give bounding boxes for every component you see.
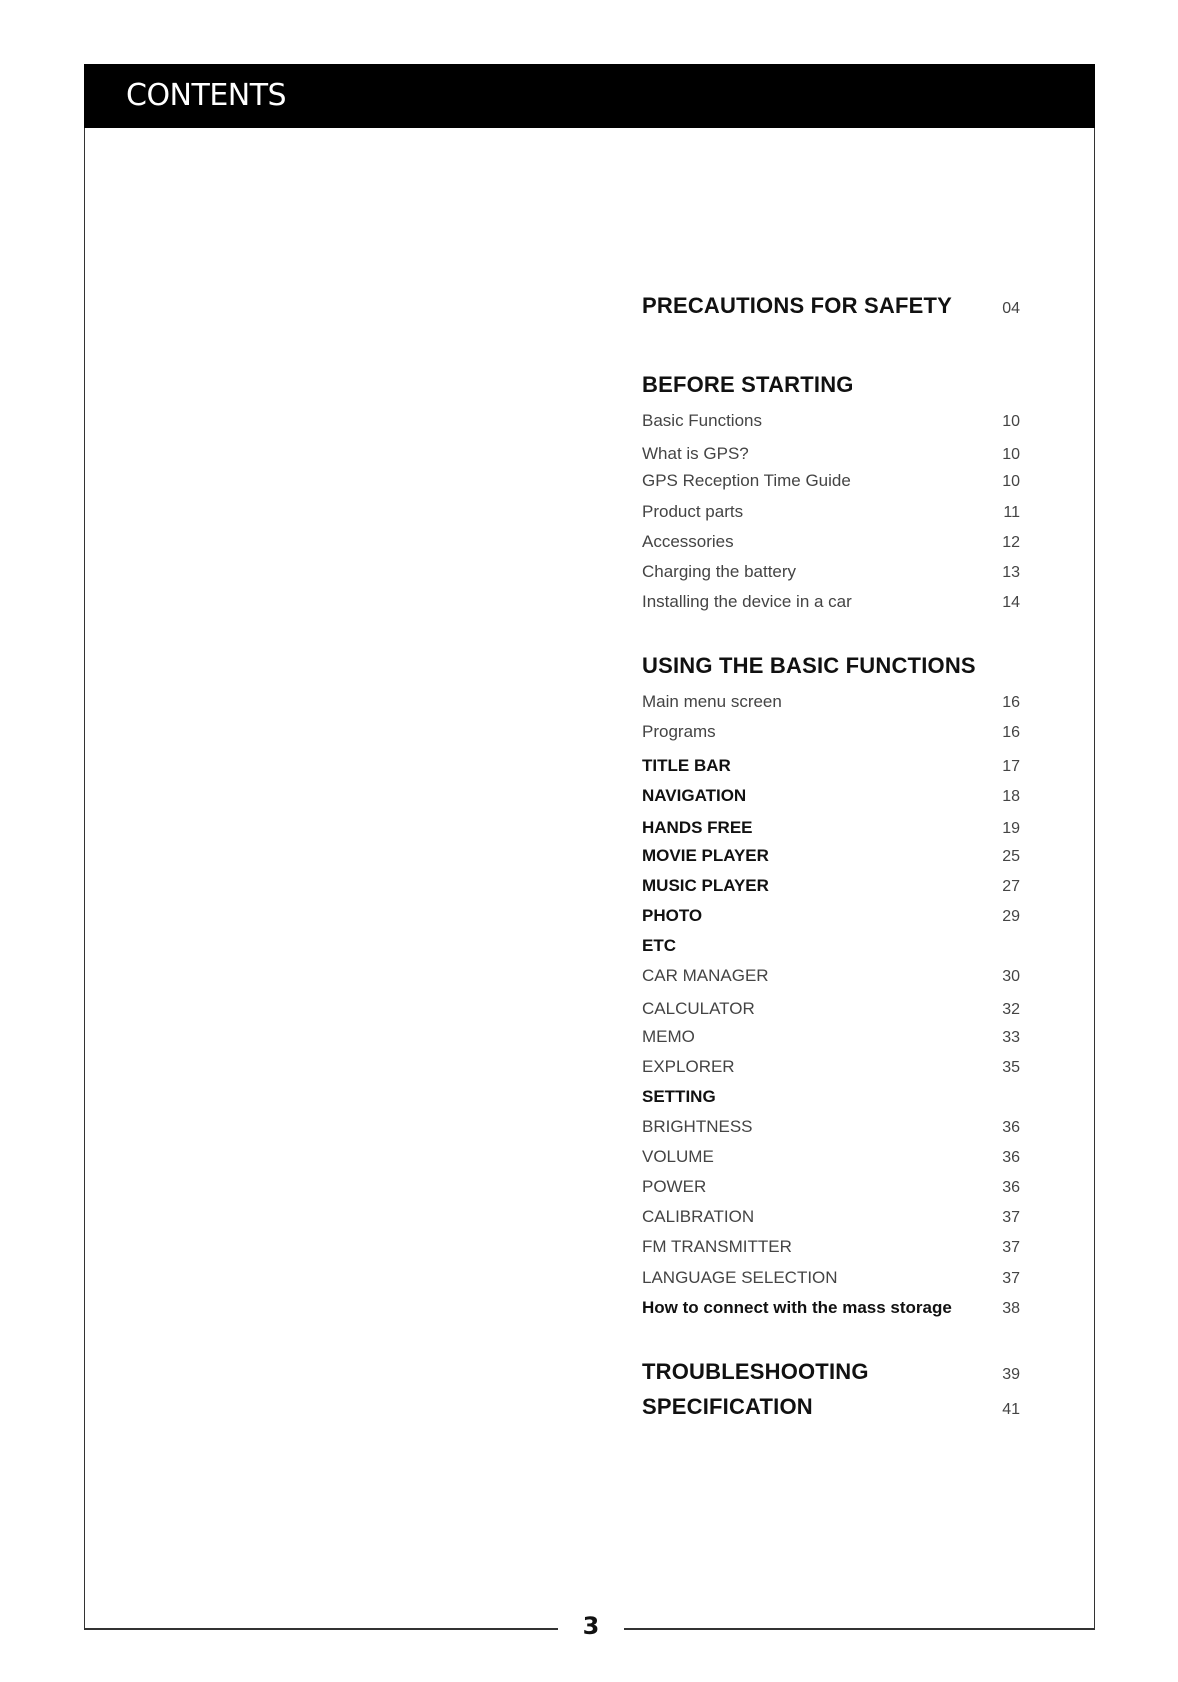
toc-item-title: VOLUME xyxy=(642,1147,714,1166)
toc-item-title: ETC xyxy=(642,936,676,955)
toc-item-title: Accessories xyxy=(642,532,734,551)
toc-page-number: 38 xyxy=(1002,1300,1020,1317)
toc-page-number: 18 xyxy=(1002,788,1020,805)
toc-item-title: BRIGHTNESS xyxy=(642,1117,753,1136)
toc-item-title: Installing the device in a car xyxy=(642,592,852,611)
toc-item[interactable] xyxy=(642,1298,1020,1318)
toc-page-number: 10 xyxy=(1002,413,1020,430)
toc-section-title: PRECAUTIONS FOR SAFETY xyxy=(642,293,952,318)
toc-page-number: 29 xyxy=(1002,908,1020,925)
toc-item-title: Charging the battery xyxy=(642,562,797,581)
toc-item-title: Product parts xyxy=(642,502,744,521)
toc-item[interactable] xyxy=(642,1117,1020,1137)
toc-section-precautions[interactable] xyxy=(642,293,1020,319)
toc-item-title: SETTING xyxy=(642,1087,716,1106)
toc-item-title: How to connect with the mass storage xyxy=(642,1298,952,1317)
toc-item[interactable] xyxy=(642,692,1020,712)
toc-item[interactable] xyxy=(642,562,1020,582)
toc-item[interactable] xyxy=(642,592,1020,612)
toc-section-title: TROUBLESHOOTING xyxy=(642,1359,869,1384)
toc-page-number: 14 xyxy=(1002,594,1020,611)
toc-item-title: PHOTO xyxy=(642,906,703,925)
toc-item-title: Main menu screen xyxy=(642,692,782,711)
toc-page-number: 11 xyxy=(1003,504,1020,521)
toc-item[interactable] xyxy=(642,1027,1020,1047)
toc-section-title: SPECIFICATION xyxy=(642,1394,813,1419)
toc-section-troubleshooting[interactable] xyxy=(642,1359,1020,1385)
toc-item-title: CAR MANAGER xyxy=(642,966,769,985)
toc-page-number: 19 xyxy=(1002,820,1020,837)
toc-item[interactable] xyxy=(642,1177,1020,1197)
page-number: 3 xyxy=(582,1612,600,1640)
toc-item[interactable] xyxy=(642,1147,1020,1167)
toc-item[interactable] xyxy=(642,818,1020,838)
toc-page-number: 36 xyxy=(1002,1149,1020,1166)
footer-rule-left xyxy=(84,1628,558,1630)
toc-page-number: 37 xyxy=(1002,1209,1020,1226)
toc-page-number: 35 xyxy=(1002,1059,1020,1076)
toc-item-title: TITLE BAR xyxy=(642,756,731,775)
toc-item-title: Programs xyxy=(642,722,716,741)
toc-item[interactable] xyxy=(642,1087,1020,1107)
toc-section-specification[interactable] xyxy=(642,1394,1020,1420)
toc-item-title: MEMO xyxy=(642,1027,695,1046)
toc-page-number: 33 xyxy=(1002,1029,1020,1046)
toc-page-number: 12 xyxy=(1002,534,1020,551)
toc-page-number: 36 xyxy=(1002,1179,1020,1196)
toc-item-title: What is GPS? xyxy=(642,444,749,463)
toc-item[interactable] xyxy=(642,936,1020,956)
toc-item-title: GPS Reception Time Guide xyxy=(642,471,851,490)
toc-item-title: LANGUAGE SELECTION xyxy=(642,1268,838,1287)
toc-item[interactable] xyxy=(642,502,1020,522)
toc-item[interactable] xyxy=(642,532,1020,552)
toc-item[interactable] xyxy=(642,444,1020,464)
toc-item-title: CALIBRATION xyxy=(642,1207,755,1226)
header-bar xyxy=(84,64,1095,128)
toc-item[interactable] xyxy=(642,999,1020,1019)
toc-item[interactable] xyxy=(642,1237,1020,1257)
toc-item-title: MUSIC PLAYER xyxy=(642,876,769,895)
toc-item[interactable] xyxy=(642,906,1020,926)
toc-item[interactable] xyxy=(642,722,1020,742)
footer-rule-right xyxy=(624,1628,1095,1630)
toc-item[interactable] xyxy=(642,876,1020,896)
toc-item-title: CALCULATOR xyxy=(642,999,755,1018)
toc-page-number: 17 xyxy=(1002,758,1020,775)
toc-item[interactable] xyxy=(642,846,1020,866)
toc-page-number: 10 xyxy=(1002,473,1020,490)
toc-item-title: HANDS FREE xyxy=(642,818,753,837)
toc-item[interactable] xyxy=(642,471,1020,491)
toc-item-title: EXPLORER xyxy=(642,1057,735,1076)
toc-item[interactable] xyxy=(642,756,1020,776)
toc-page-number: 36 xyxy=(1002,1119,1020,1136)
toc-page-number: 39 xyxy=(1002,1366,1020,1383)
toc-page-number: 25 xyxy=(1002,848,1020,865)
toc-item[interactable] xyxy=(642,1207,1020,1227)
toc-item[interactable] xyxy=(642,1268,1020,1288)
toc-item-title: POWER xyxy=(642,1177,707,1196)
toc-item[interactable] xyxy=(642,966,1020,986)
toc-item-title: FM TRANSMITTER xyxy=(642,1237,792,1256)
toc-item[interactable] xyxy=(642,786,1020,806)
toc-section-before-starting[interactable] xyxy=(642,372,1020,398)
toc-section-using-basic-functions[interactable] xyxy=(642,653,1020,679)
toc-page-number: 16 xyxy=(1002,694,1020,711)
toc-page-number: 30 xyxy=(1002,968,1020,985)
toc-section-title: USING THE BASIC FUNCTIONS xyxy=(642,653,976,678)
toc-item[interactable] xyxy=(642,411,1020,431)
toc-page-number: 27 xyxy=(1002,878,1020,895)
toc-item[interactable] xyxy=(642,1057,1020,1077)
toc-page-number: 16 xyxy=(1002,724,1020,741)
toc-page-number: 04 xyxy=(1002,300,1020,317)
toc-item-title: Basic Functions xyxy=(642,411,762,430)
toc-item-title: MOVIE PLAYER xyxy=(642,846,769,865)
toc-page-number: 10 xyxy=(1002,446,1020,463)
toc-page-number: 13 xyxy=(1002,564,1020,581)
toc-page-number: 41 xyxy=(1002,1401,1020,1418)
toc-page-number: 37 xyxy=(1002,1239,1020,1256)
toc-item-title: NAVIGATION xyxy=(642,786,747,805)
toc-page-number: 32 xyxy=(1002,1001,1020,1018)
page-title: CONTENTS xyxy=(126,78,287,113)
toc-section-title: BEFORE STARTING xyxy=(642,372,854,397)
toc-page-number: 37 xyxy=(1002,1270,1020,1287)
